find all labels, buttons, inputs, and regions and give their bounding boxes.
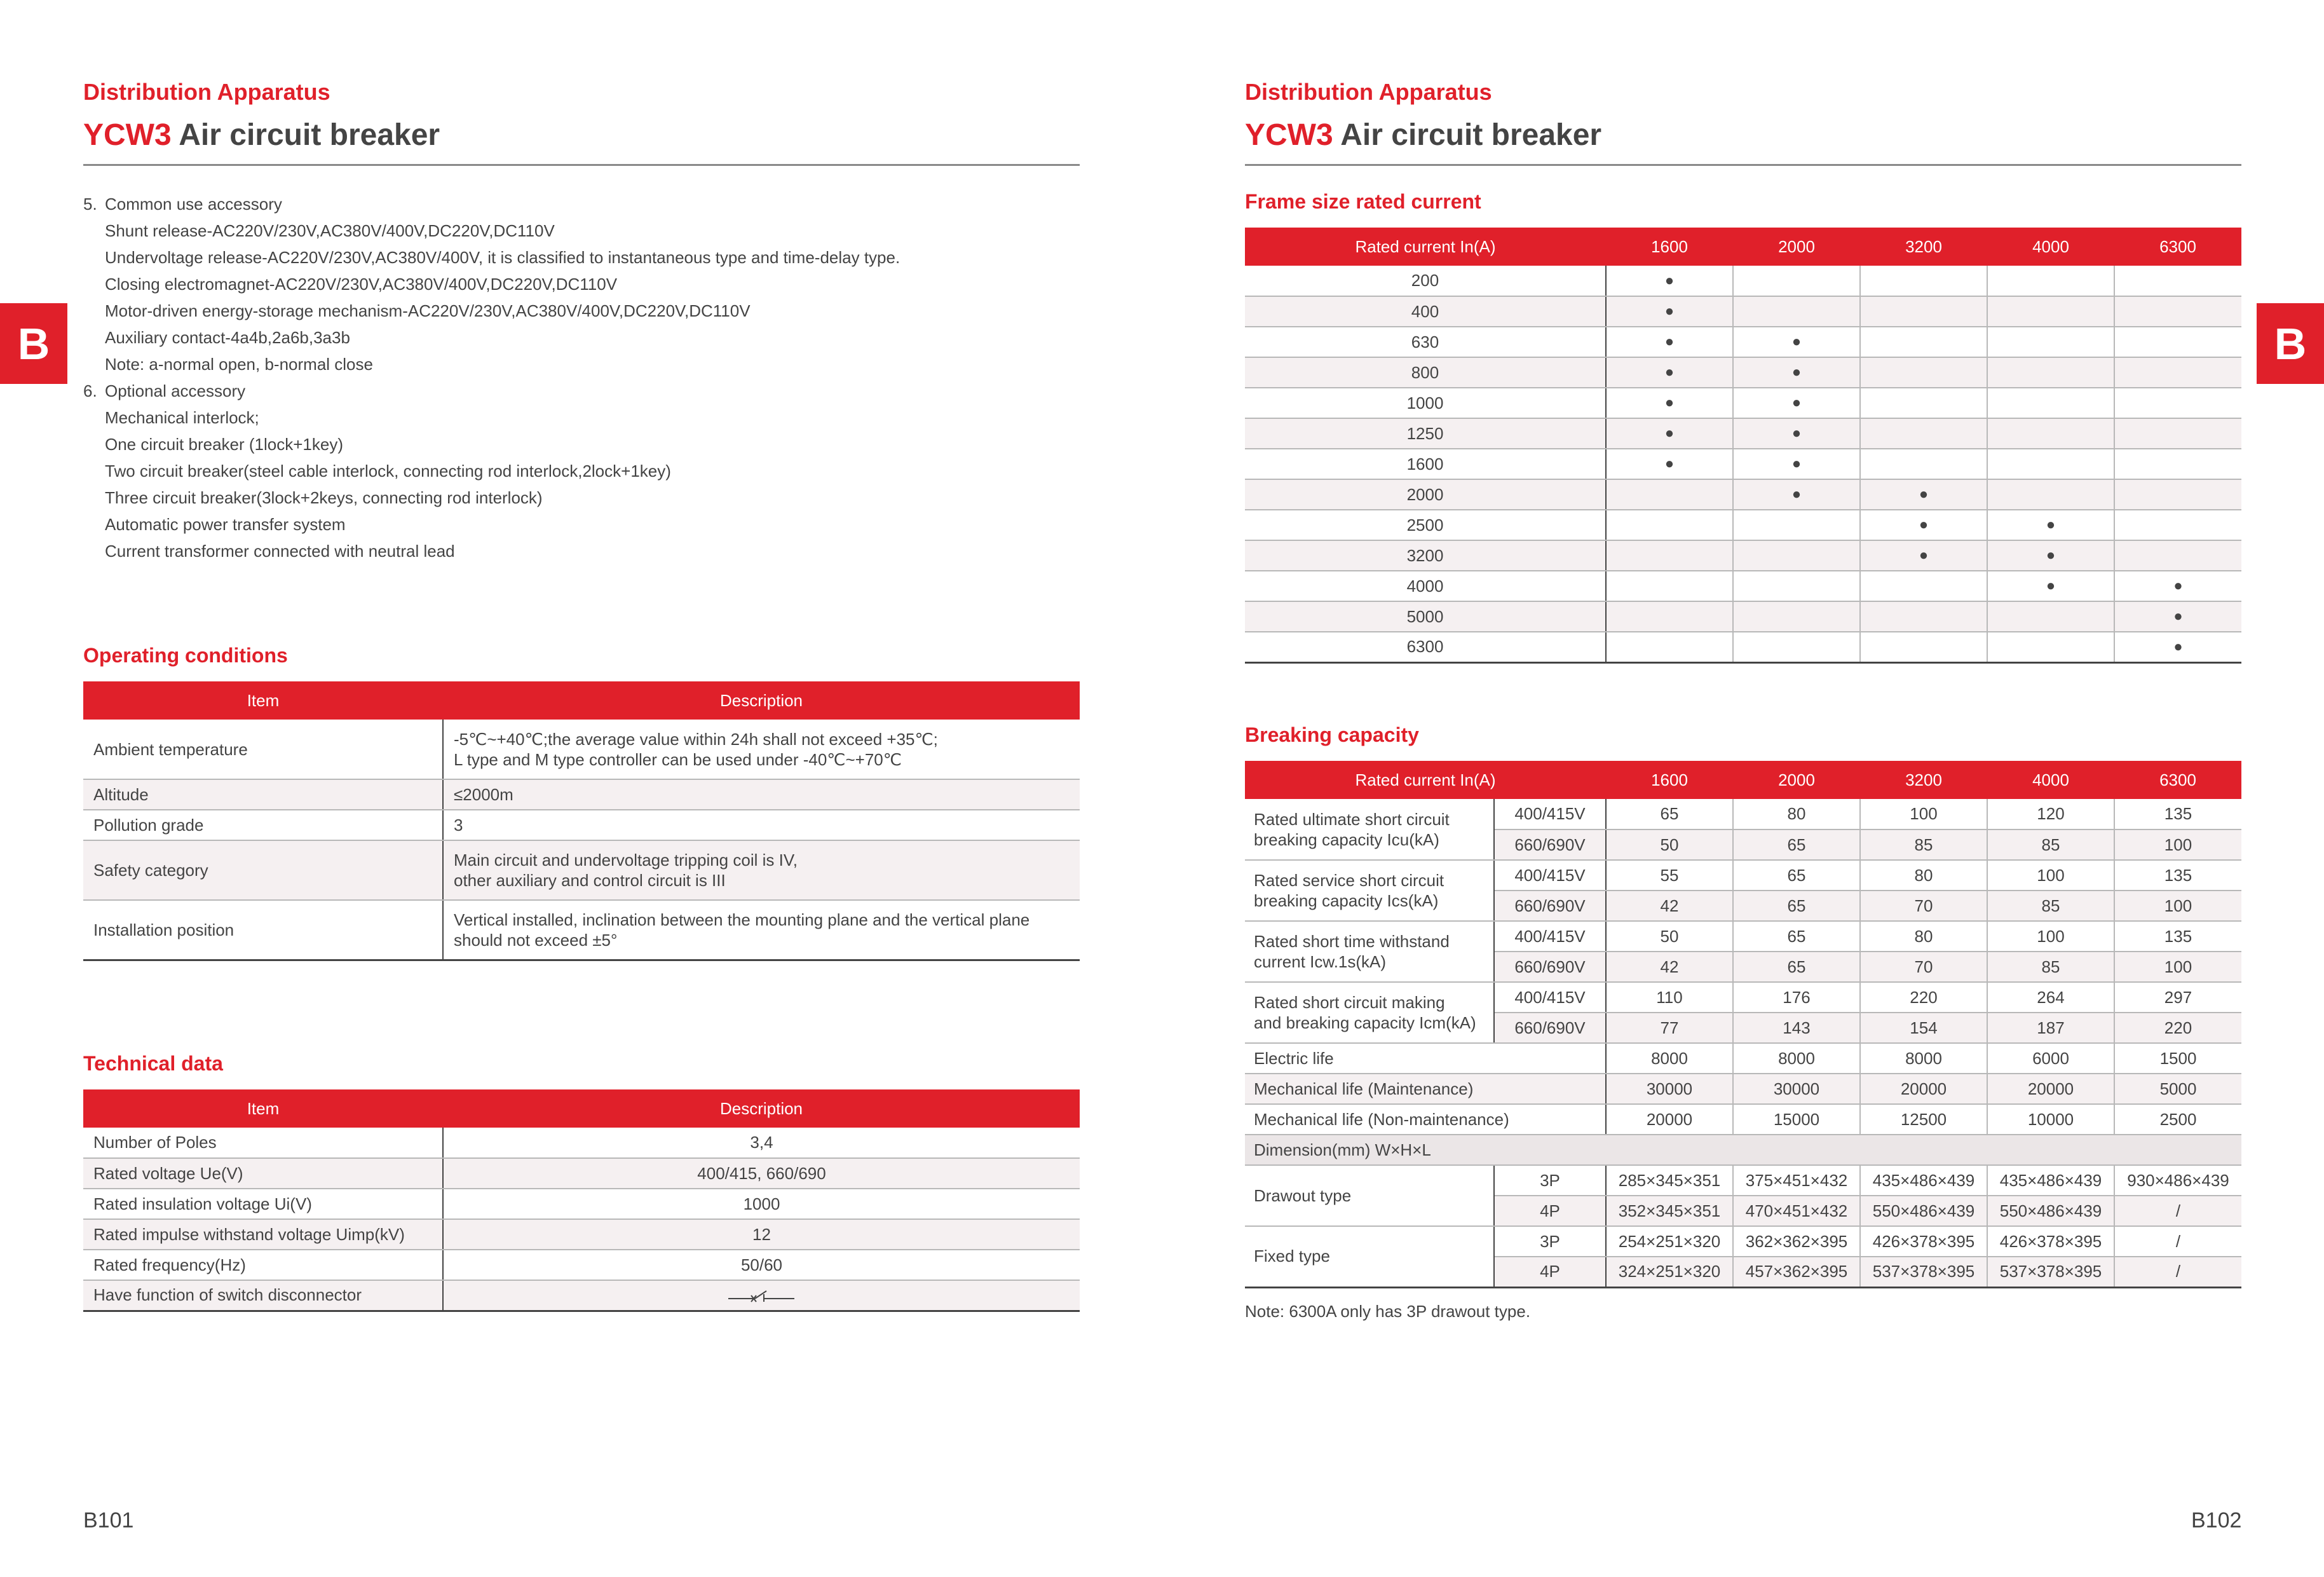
table-row: Dimension(mm) W×H×L bbox=[1245, 1135, 2241, 1165]
section-tab: B bbox=[2257, 303, 2324, 384]
column-header: Item bbox=[83, 681, 443, 720]
table-header-row bbox=[83, 681, 1080, 720]
header-divider bbox=[83, 164, 1080, 166]
item-cell: Installation position bbox=[83, 900, 443, 960]
parameter-label: Rated ultimate short circuit breaking capacity Icu(kA) bbox=[1245, 799, 1494, 860]
column-header: Description bbox=[443, 681, 1080, 720]
accessory-list bbox=[83, 191, 1075, 564]
column-header: 4000 bbox=[1987, 228, 2114, 266]
description-cell: ≤2000m bbox=[443, 779, 1080, 810]
table-row bbox=[83, 779, 1080, 810]
item-cell: Rated frequency(Hz) bbox=[83, 1250, 443, 1280]
item-cell: Rated insulation voltage Ui(V) bbox=[83, 1189, 443, 1219]
parameter-label: Rated short circuit making and breaking capacity Icm(kA) bbox=[1245, 982, 1494, 1043]
item-cell: Ambient temperature bbox=[83, 720, 443, 779]
table-row: Rated service short circuit breaking capacity Ics(kA) 400/415V 55 65 80 100 135 bbox=[1245, 860, 2241, 891]
product-name: Air circuit breaker bbox=[179, 118, 440, 152]
model-name: YCW3 bbox=[1245, 118, 1333, 152]
technical-data-table bbox=[83, 1089, 1080, 1312]
table-row: 660/690V 50 65 85 85 100 bbox=[1245, 829, 2241, 860]
column-header: 1600 bbox=[1606, 761, 1733, 799]
table-row bbox=[83, 1219, 1080, 1250]
description-cell: -5℃~+40℃;the average value within 24h shall not exceed +35℃; L type and M type controller can be used under -40℃~+70℃ bbox=[443, 720, 1080, 779]
table-header-row bbox=[1245, 761, 2241, 799]
column-header: Rated current In(A) bbox=[1245, 228, 1606, 266]
list-item: Auxiliary contact-4a4b,2a6b,3a3b bbox=[105, 328, 350, 347]
table-header-row bbox=[1245, 228, 2241, 266]
table-row bbox=[83, 1280, 1080, 1311]
table-row: 1250 ● ● bbox=[1245, 418, 2241, 449]
column-header: 2000 bbox=[1733, 228, 1860, 266]
breaking-capacity-table bbox=[1245, 761, 2241, 1288]
table-row: 630 ● ● bbox=[1245, 327, 2241, 357]
table-row: 5000 ● bbox=[1245, 601, 2241, 632]
list-item: Shunt release-AC220V/230V,AC380V/400V,DC220V,DC110V bbox=[105, 221, 555, 240]
column-header: 3200 bbox=[1860, 228, 1987, 266]
description-cell: 12 bbox=[443, 1219, 1080, 1250]
column-header: Rated current In(A) bbox=[1245, 761, 1606, 799]
description-cell: 1000 bbox=[443, 1189, 1080, 1219]
description-cell: 3,4 bbox=[443, 1128, 1080, 1158]
list-item: Closing electromagnet-AC220V/230V,AC380V/400V,DC220V,DC110V bbox=[105, 275, 618, 294]
page-number: B102 bbox=[2191, 1508, 2242, 1533]
list-item: Three circuit breaker(3lock+2keys, connecting rod interlock) bbox=[105, 488, 543, 507]
list-item: 5. Common use accessory bbox=[83, 195, 282, 214]
table-header-row bbox=[83, 1089, 1080, 1128]
item-cell: Number of Poles bbox=[83, 1128, 443, 1158]
operating-conditions-table bbox=[83, 681, 1080, 961]
list-item: Undervoltage release-AC220V/230V,AC380V/400V, it is classified to instantaneous type and time-delay type. bbox=[105, 248, 900, 267]
table-row: 800 ● ● bbox=[1245, 357, 2241, 388]
table-row bbox=[83, 1158, 1080, 1189]
description-cell: Main circuit and undervoltage tripping coil is IV, other auxiliary and control circuit is III bbox=[443, 840, 1080, 900]
table-row: Drawout type 3P 285×345×351 375×451×432 435×486×439 435×486×439 930×486×439 bbox=[1245, 1165, 2241, 1196]
table-row bbox=[83, 810, 1080, 840]
table-row: 2000 ● ● bbox=[1245, 479, 2241, 510]
item-cell: Safety category bbox=[83, 840, 443, 900]
list-item: One circuit breaker (1lock+1key) bbox=[105, 435, 343, 454]
table-row: 660/690V 77 143 154 187 220 bbox=[1245, 1013, 2241, 1043]
column-header: 6300 bbox=[2114, 228, 2241, 266]
table-row: 1600 ● ● bbox=[1245, 449, 2241, 479]
table-row: 3200 ● ● bbox=[1245, 540, 2241, 571]
category-heading: Distribution Apparatus bbox=[83, 79, 330, 105]
table-row: Rated ultimate short circuit breaking capacity Icu(kA) 400/415V 65 80 100 120 135 bbox=[1245, 799, 2241, 829]
parameter-label: Rated short time withstand current Icw.1s(kA) bbox=[1245, 921, 1494, 982]
table-row bbox=[83, 720, 1080, 779]
table-row bbox=[83, 840, 1080, 900]
list-item: Two circuit breaker(steel cable interlock, connecting rod interlock,2lock+1key) bbox=[105, 461, 671, 481]
list-item: Mechanical interlock; bbox=[105, 408, 259, 427]
column-header: 4000 bbox=[1987, 761, 2114, 799]
table-row: Mechanical life (Maintenance) 30000 30000 20000 20000 5000 bbox=[1245, 1074, 2241, 1104]
frame-size-heading: Frame size rated current bbox=[1245, 190, 1481, 213]
column-header: 6300 bbox=[2114, 761, 2241, 799]
list-item: Current transformer connected with neutral lead bbox=[105, 542, 455, 561]
item-cell: Pollution grade bbox=[83, 810, 443, 840]
table-row: 6300 ● bbox=[1245, 632, 2241, 662]
table-row: Rated short time withstand current Icw.1s(kA) 400/415V 50 65 80 100 135 bbox=[1245, 921, 2241, 952]
table-row: 1000 ● ● bbox=[1245, 388, 2241, 418]
switch-disconnector-icon bbox=[727, 1288, 797, 1304]
column-header: 2000 bbox=[1733, 761, 1860, 799]
page-number: B101 bbox=[83, 1508, 134, 1533]
table-row: 200 ● bbox=[1245, 266, 2241, 296]
table-row: 400 ● bbox=[1245, 296, 2241, 327]
table-row: 660/690V 42 65 70 85 100 bbox=[1245, 952, 2241, 982]
table-row: 4P 324×251×320 457×362×395 537×378×395 537×378×395 / bbox=[1245, 1257, 2241, 1287]
table-row: 2500 ● ● bbox=[1245, 510, 2241, 540]
breaking-capacity-heading: Breaking capacity bbox=[1245, 723, 1419, 746]
item-cell: Rated impulse withstand voltage Uimp(kV) bbox=[83, 1219, 443, 1250]
table-row: 4000 ● ● bbox=[1245, 571, 2241, 601]
description-cell: 50/60 bbox=[443, 1250, 1080, 1280]
model-name: YCW3 bbox=[83, 118, 172, 152]
description-cell bbox=[443, 1280, 1080, 1311]
list-item: Note: a-normal open, b-normal close bbox=[105, 355, 373, 374]
item-cell: Rated voltage Ue(V) bbox=[83, 1158, 443, 1189]
table-row: Fixed type 3P 254×251×320 362×362×395 426×378×395 426×378×395 / bbox=[1245, 1226, 2241, 1257]
table-row: Electric life 8000 8000 8000 6000 1500 bbox=[1245, 1043, 2241, 1074]
operating-conditions-heading: Operating conditions bbox=[83, 644, 288, 667]
list-item: Motor-driven energy-storage mechanism-AC220V/230V,AC380V/400V,DC220V,DC110V bbox=[105, 301, 751, 320]
description-cell: 3 bbox=[443, 810, 1080, 840]
table-row bbox=[83, 1250, 1080, 1280]
category-heading: Distribution Apparatus bbox=[1245, 79, 1492, 105]
product-name: Air circuit breaker bbox=[1340, 118, 1602, 152]
item-cell: Have function of switch disconnector bbox=[83, 1280, 443, 1311]
table-row bbox=[83, 900, 1080, 960]
table-row bbox=[83, 1189, 1080, 1219]
table-row: 4P 352×345×351 470×451×432 550×486×439 550×486×439 / bbox=[1245, 1196, 2241, 1226]
description-cell: 400/415, 660/690 bbox=[443, 1158, 1080, 1189]
item-cell: Altitude bbox=[83, 779, 443, 810]
table-row: Rated short circuit making and breaking capacity Icm(kA) 400/415V 110 176 220 264 297 bbox=[1245, 982, 2241, 1013]
frame-size-table bbox=[1245, 228, 2241, 664]
column-header: Item bbox=[83, 1089, 443, 1128]
description-cell: Vertical installed, inclination between the mounting plane and the vertical plane should not exceed ±5° bbox=[443, 900, 1080, 960]
product-title bbox=[1245, 118, 1601, 153]
list-item: Automatic power transfer system bbox=[105, 515, 346, 534]
table-note: Note: 6300A only has 3P drawout type. bbox=[1245, 1302, 1531, 1321]
table-row bbox=[83, 1128, 1080, 1158]
table-row: Mechanical life (Non-maintenance) 20000 15000 12500 10000 2500 bbox=[1245, 1104, 2241, 1135]
table-row: 660/690V 42 65 70 85 100 bbox=[1245, 891, 2241, 921]
technical-data-heading: Technical data bbox=[83, 1052, 223, 1075]
product-title bbox=[83, 118, 440, 153]
header-divider bbox=[1245, 164, 2241, 166]
section-tab: B bbox=[0, 303, 67, 384]
column-header: Description bbox=[443, 1089, 1080, 1128]
parameter-label: Rated service short circuit breaking capacity Ics(kA) bbox=[1245, 860, 1494, 921]
list-item: 6. Optional accessory bbox=[83, 381, 246, 400]
column-header: 1600 bbox=[1606, 228, 1733, 266]
column-header: 3200 bbox=[1860, 761, 1987, 799]
